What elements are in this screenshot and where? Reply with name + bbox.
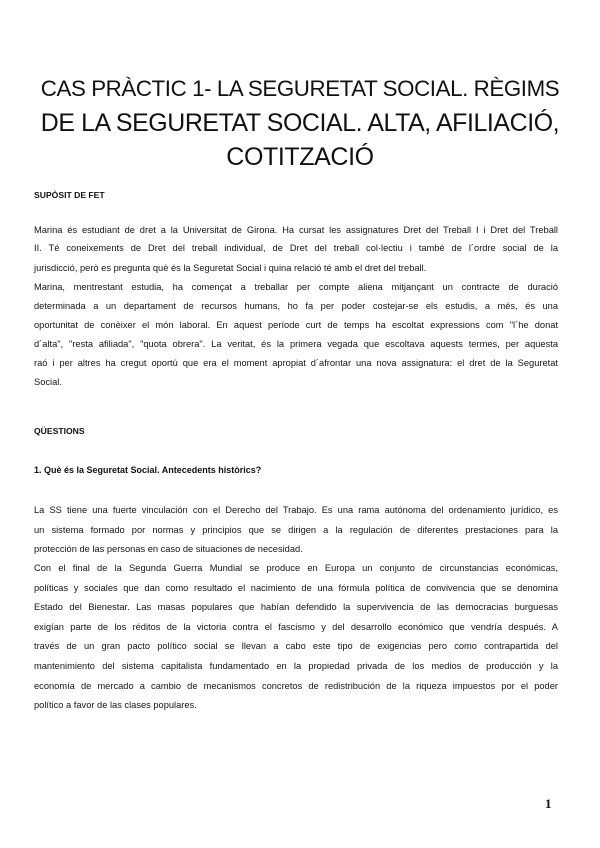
text-line: políticas y sociales que dan como resultado el nacimiento de una fórmula política de convivencia que se denomina — [34, 583, 558, 593]
text-line: jurisdicció, però es pregunta què és la Seguretat Social i quina relació té amb el dret del treball. — [34, 263, 427, 273]
text-line: Marina, mentrestant estudia, ha començat a treballar per compte aliena mitjançant un contracte de duració — [34, 282, 558, 292]
text-line: protección de las personas en caso de situaciones de necesidad. — [34, 544, 303, 554]
text-line: determinada a un departament de recursos humans, ho fa per poder costejar-se els estudis, a més, és una — [34, 301, 558, 311]
text-line: raó i per altres ha cregut oportú que era el moment apropiat d´afrontar una nova assignatura: el dret de la Seguretat — [34, 358, 558, 368]
text-line: mantenimiento del sistema capitalista fundamentado en la propiedad privada de los medios de producción y la — [34, 661, 558, 671]
page-number: 1 — [545, 796, 552, 811]
text-line: político a favor de las clases populares. — [34, 700, 197, 710]
text-line: La SS tiene una fuerte vinculación con el Derecho del Trabajo. Es una rama autónoma del ordenamiento jurídico, es — [34, 505, 558, 515]
document-title — [40, 72, 560, 174]
text-line: Estado del Bienestar. Las masas populares que habían defendido la supervivencia de las democracias burguesas — [34, 602, 558, 612]
section-heading-questions: QÜESTIONS — [34, 426, 85, 436]
section-heading-supposit: SUPÒSIT DE FET — [34, 190, 105, 200]
title-line: COTITZACIÓ — [226, 143, 374, 171]
text-line: oportunitat de conèixer el món laboral. En aquest període curt de temps ha escoltat expressions com "l´he donat — [34, 320, 558, 330]
text-line: un sistema formado por normas y principios que se dirigen a la regulación de diferentes prestaciones para la — [34, 525, 558, 535]
text-line: través de un gran pacto político social se llevan a cabo este tipo de exigencias pero como contrapartida del — [34, 641, 558, 651]
text-line: d´alta", "resta afiliada", "quota obrera". La veritat, és la primera vegada que escoltava aquests termes, per aquesta — [34, 339, 558, 349]
text-line: economía de mercado a cambio de mecanismos concretos de redistribución de la riqueza impuestos por el poder — [34, 681, 558, 691]
question-title: 1. Què és la Seguretat Social. Antecedents històrics? — [34, 465, 262, 475]
text-line: Con el final de la Segunda Guerra Mundial se produce en Europa un conjunto de circunstancias económicas, — [34, 563, 558, 573]
title-line: DE LA SEGURETAT SOCIAL. ALTA, AFILIACIÓ, — [40, 109, 560, 137]
text-line: exigían parte de los réditos de la victoria contra el fascismo y del desarrollo económico que vendría después. A — [34, 622, 558, 632]
text-line: II. Té coneixements de Dret del treball individual, de Dret del treball col·lectiu i també de l´ordre social de la — [34, 243, 558, 253]
text-line: Marina és estudiant de dret a la Universitat de Girona. Ha cursat les assignatures Dret del Treball I i Dret del Treball — [34, 225, 558, 235]
text-line: Social. — [34, 377, 62, 387]
title-line: CAS PRÀCTIC 1- LA SEGURETAT SOCIAL. RÈGIMS — [40, 76, 560, 101]
